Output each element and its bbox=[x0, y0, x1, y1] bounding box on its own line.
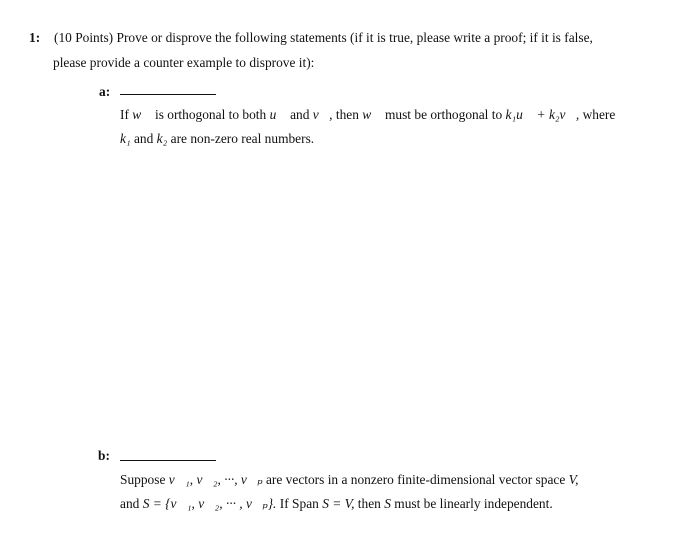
problem-number: 1: bbox=[29, 30, 41, 45]
text-then: then bbox=[335, 107, 359, 122]
text-if-span: If Span bbox=[279, 496, 319, 511]
part-b-label: b: bbox=[98, 448, 110, 463]
vector-w-second: w⃗ bbox=[362, 107, 382, 122]
vector-list: v⃗₁, v⃗₂, ···, v⃗ₚ bbox=[168, 472, 263, 487]
part-b-statement-line2 bbox=[120, 496, 553, 512]
vector-v: v⃗, bbox=[312, 107, 333, 122]
span-equation: S = V, bbox=[322, 496, 355, 511]
problem-intro-line1: (10 Points) Prove or disprove the following statements (if it is true, please write a proof; if it is false, bbox=[54, 30, 593, 45]
text-where: where bbox=[582, 107, 616, 122]
text-nonzero-reals: are non-zero real numbers. bbox=[170, 131, 315, 146]
space-V: V, bbox=[568, 472, 579, 487]
text-linearly-independent: must be linearly independent. bbox=[394, 496, 553, 511]
problem-intro-line2: please provide a counter example to disprove it): bbox=[53, 55, 315, 70]
vector-w: w⃗ bbox=[132, 107, 152, 122]
part-a-statement-line2 bbox=[120, 131, 314, 147]
part-a-label: a: bbox=[99, 84, 111, 99]
part-b-statement-line1 bbox=[120, 472, 578, 488]
part-a-answer-blank bbox=[120, 94, 216, 95]
vector-u: u⃗ bbox=[269, 107, 287, 122]
text-then: then bbox=[357, 496, 381, 511]
text-if: If bbox=[120, 107, 129, 122]
text-and: and bbox=[290, 107, 310, 122]
text-orthogonal-to-both: is orthogonal to both bbox=[155, 107, 267, 122]
text-vector-space: are vectors in a nonzero finite-dimensional vector space bbox=[265, 472, 566, 487]
text-and: and bbox=[120, 496, 140, 511]
set-S-definition: S = {v⃗₁, v⃗₂, ··· , v⃗ₚ}. bbox=[142, 496, 277, 511]
text-suppose: Suppose bbox=[120, 472, 166, 487]
text-must-be-orthogonal: must be orthogonal to bbox=[384, 107, 503, 122]
set-S: S bbox=[384, 496, 391, 511]
text-and: and bbox=[133, 131, 154, 146]
linear-combination-expression: k₁u⃗ + k₂v⃗, bbox=[505, 107, 580, 122]
scalar-k1: k₁ bbox=[120, 131, 131, 146]
part-b-answer-blank bbox=[120, 460, 216, 461]
scalar-k2: k₂ bbox=[156, 131, 168, 146]
part-a-statement-line1 bbox=[120, 107, 615, 123]
